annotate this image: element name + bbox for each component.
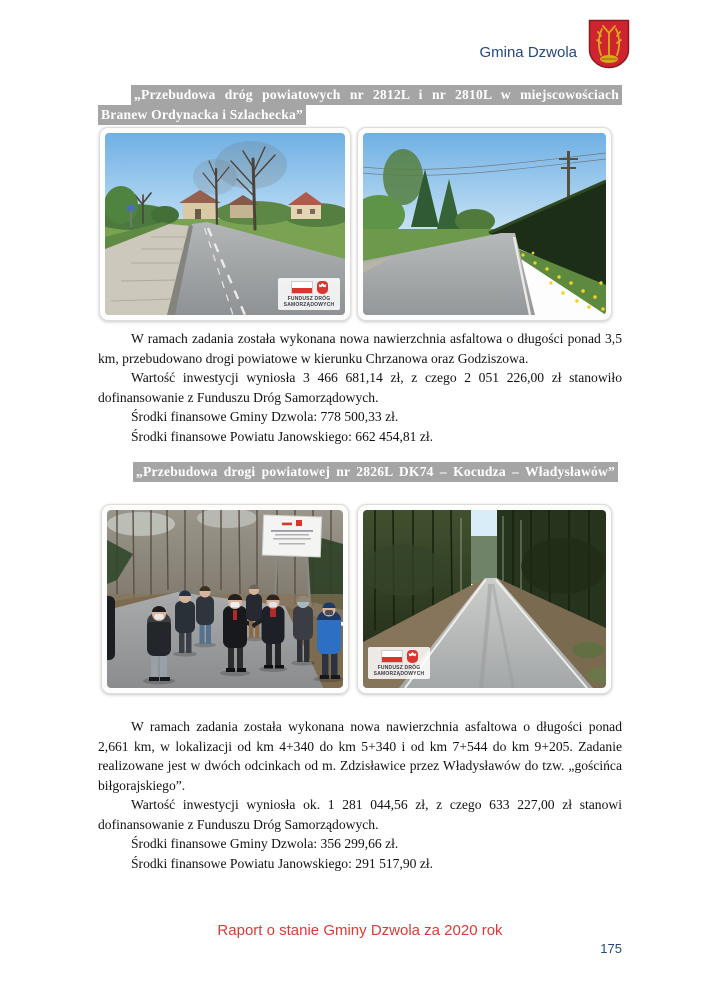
road-fund-watermark: [278, 278, 340, 310]
eagle-shield-icon: [407, 650, 418, 663]
paragraph: W ramach zadania została wykonana nowa nawierzchnia asfaltowa o długości ponad 3,5 km, przebudowano drogi powiatowe w kierunku Chrzanowa oraz Godziszowa.: [98, 331, 622, 366]
watermark-line2: SAMORZĄDOWYCH: [373, 671, 425, 677]
photo-village-road: [99, 127, 351, 321]
paragraph: Środki finansowe Gminy Dzwola: 778 500,33 zł.: [131, 409, 399, 424]
watermark-line1: FUNDUSZ DRÓG: [377, 665, 421, 671]
paragraph: W ramach zadania została wykonana nowa nawierzchnia asfaltowa o długości ponad 2,661 km, w lokalizacji od km 4+340 do km 5+340 i od km 7+544 do km 9+205. Zadanie realizowane jest w dwóch odcinkach od m. Zdzisławice przez Władysławów do tzw. „gościńca biłgorajskiego”.: [98, 719, 622, 793]
paragraph: Wartość inwestycji wyniosła ok. 1 281 044,56 zł, z czego 633 227,00 zł stanowi dofinansowanie z Funduszu Dróg Samorządowych.: [98, 797, 622, 832]
photo-officials-inspection: [101, 504, 349, 694]
footer-report-title: Raport o stanie Gminy Dzwola za 2020 rok: [217, 922, 503, 939]
section1-title-line1: „Przebudowa dróg powiatowych nr 2812L i nr 2810L w miejscowościach: [131, 85, 622, 105]
section2-body: [98, 717, 622, 873]
coat-of-arms-icon: [588, 19, 630, 69]
paragraph: Środki finansowe Powiatu Janowskiego: 662 454,81 zł.: [131, 428, 434, 444]
paragraph: Środki finansowe Powiatu Janowskiego: 291 517,90 zł.: [131, 855, 434, 871]
watermark-line1: FUNDUSZ DRÓG: [287, 296, 331, 302]
eagle-shield-icon: [317, 281, 328, 294]
photo-forest-road: [357, 504, 612, 694]
paragraph: Wartość inwestycji wyniosła 3 466 681,14 zł, z czego 2 051 226,00 zł stanowiło dofinansowanie z Funduszu Dróg Samorządowych.: [98, 370, 622, 405]
section1-body: [98, 329, 622, 446]
paragraph: Środki finansowe Gminy Dzwola: 356 299,66 zł.: [131, 836, 399, 851]
poland-flag-icon: [381, 650, 403, 663]
road-fund-watermark: [368, 647, 430, 679]
page-number: 175: [600, 941, 622, 956]
watermark-line2: SAMORZĄDOWYCH: [283, 302, 335, 308]
section2-title: [98, 462, 622, 482]
section1-title: [98, 85, 622, 125]
photo-road-hedge: [357, 127, 612, 321]
poland-flag-icon: [291, 281, 313, 294]
section1-title-line2: Branew Ordynacka i Szlachecka”: [98, 105, 306, 125]
section2-title-text: „Przebudowa drogi powiatowej nr 2826L DK74 – Kocudza – Władysławów”: [133, 462, 618, 482]
header-municipality: Gmina Dzwola: [479, 44, 577, 61]
